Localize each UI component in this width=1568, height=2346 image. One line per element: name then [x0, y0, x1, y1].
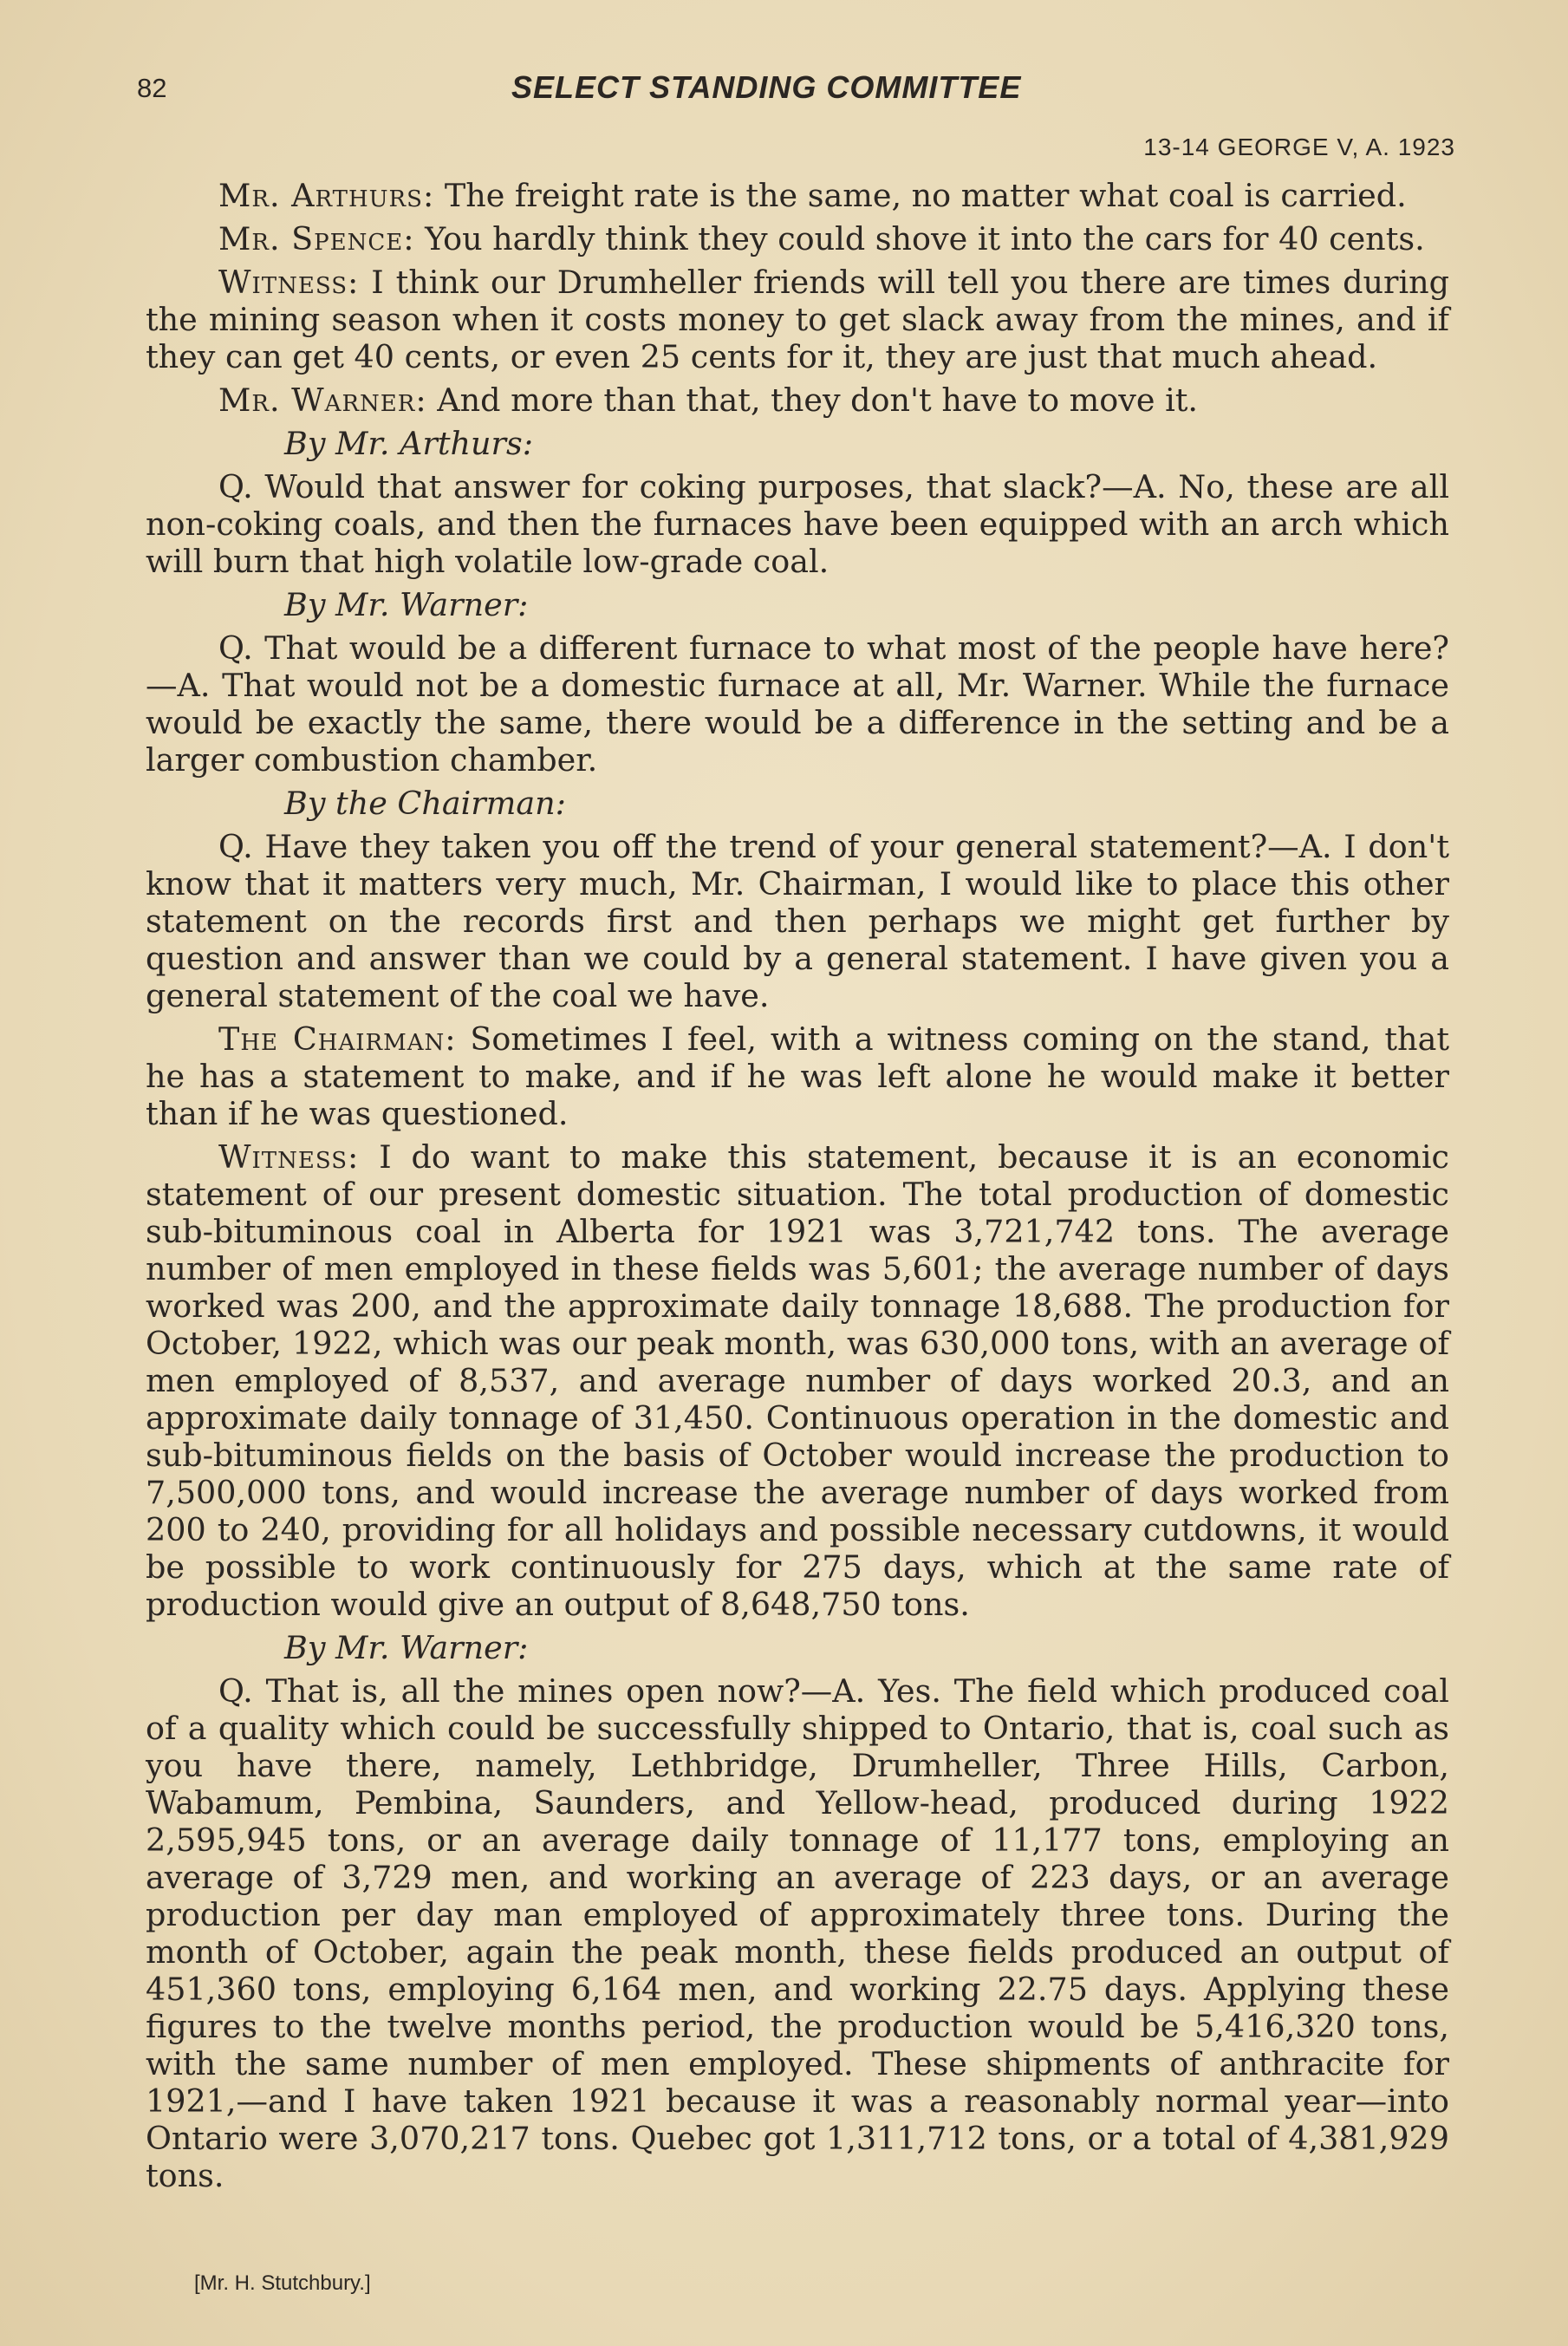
speaker-label: Mr. Warner:: [218, 381, 427, 419]
section-heading: By the Chairman:: [284, 785, 566, 822]
paragraph: The Chairman: Sometimes I feel, with a witness coming on the stand, that he has a statement to make, and if he was left alone he would make it better than if he was questioned.: [146, 1020, 1449, 1132]
speaker-label: Witness:: [218, 1138, 360, 1176]
paragraph: Witness: I do want to make this statement, because it is an economic statement of our present domestic situation. The total production of domestic sub-bituminous coal in Alberta for 1921 was 3,721,742 tons. The average number of men employed in these fields was 5,601; the average number of days worked was 200, and the approximate daily tonnage 18,688. The production for October, 1922, which was our peak month, was 630,000 tons, with an average of men employed of 8,537, and average number of days worked 20.3, and an approximate daily tonnage of 31,450. Continuous operation in the domestic and sub-bituminous fields on the basis of October would increase the production to 7,500,000 tons, and would increase the average number of days worked from 200 to 240, providing for all holidays and possible necessary cutdowns, it would be possible to work continuously for 275 days, which at the same rate of production would give an output of 8,648,750 tons.: [146, 1138, 1449, 1623]
paragraph: Q. That is, all the mines open now?—A. Yes. The field which produced coal of a quality which could be successfully shipped to Ontario, that is, coal such as you have there, namely, Lethbridge, Drumheller, Three Hills, Carbon, Wabamum, Pembina, Saunders, and Yellow-head, produced during 1922 2,595,945 tons, or an average daily tonnage of 11,177 tons, employing an average of 3,729 men, and working an average of 223 days, or an average production per day man employed of approximately three tons. During the month of October, again the peak month, these fields produced an output of 451,360 tons, employing 6,164 men, and working 22.75 days. Applying these figures to the twelve months period, the production would be 5,416,320 tons, with the same number of men employed. These shipments of anthracite for 1921,—and I have taken 1921 because it was a reasonably normal year—into Ontario were 3,070,217 tons. Quebec got 1,311,712 tons, or a total of 4,381,929 tons.: [146, 1672, 1449, 2194]
speaker-label: Witness:: [218, 264, 360, 301]
document-body: [146, 177, 1449, 2200]
paragraph: Q. That would be a different furnace to what most of the people have here?—A. That would not be a domestic furnace at all, Mr. Warner. While the furnace would be exactly the same, there would be a difference in the setting and be a larger combustion chamber.: [146, 629, 1449, 779]
page-number: 82: [137, 73, 167, 103]
section-heading: By Mr. Warner:: [284, 1629, 529, 1666]
paragraph: Mr. Arthurs: The freight rate is the same, no matter what coal is carried.: [218, 177, 1407, 214]
paragraph: Mr. Spence: You hardly think they could shove it into the cars for 40 cents.: [218, 220, 1425, 257]
paragraph: Q. Would that answer for coking purposes, that slack?—A. No, these are all non-coking coals, and then the furnaces have been equipped with an arch which will burn that high volatile low-grade coal.: [146, 468, 1449, 580]
paragraph: Witness: I think our Drumheller friends will tell you there are times during the mining season when it costs money to get slack away from the mines, and if they can get 40 cents, or even 25 cents for it, they are just that much ahead.: [146, 264, 1449, 375]
section-heading: By Mr. Arthurs:: [284, 425, 534, 462]
running-title: SELECT STANDING COMMITTEE: [511, 69, 1022, 105]
page-header: [137, 69, 1454, 125]
page-footer: [Mr. H. Stutchbury.]: [194, 2271, 371, 2295]
speaker-label: Mr. Arthurs:: [218, 177, 435, 214]
session-label: 13-14 GEORGE V, A. 1923: [1143, 134, 1455, 160]
paragraph: Q. Have they taken you off the trend of your general statement?—A. I don't know that it matters very much, Mr. Chairman, I would like to place this other statement on the records first and then perhaps we might get further by question and answer than we could by a general statement. I have given you a general statement of the coal we have.: [146, 828, 1449, 1014]
section-heading: By Mr. Warner:: [284, 586, 529, 623]
speaker-label: Mr. Spence:: [218, 220, 415, 257]
speaker-label: The Chairman:: [218, 1020, 457, 1058]
paragraph: Mr. Warner: And more than that, they don't have to move it.: [218, 381, 1199, 419]
